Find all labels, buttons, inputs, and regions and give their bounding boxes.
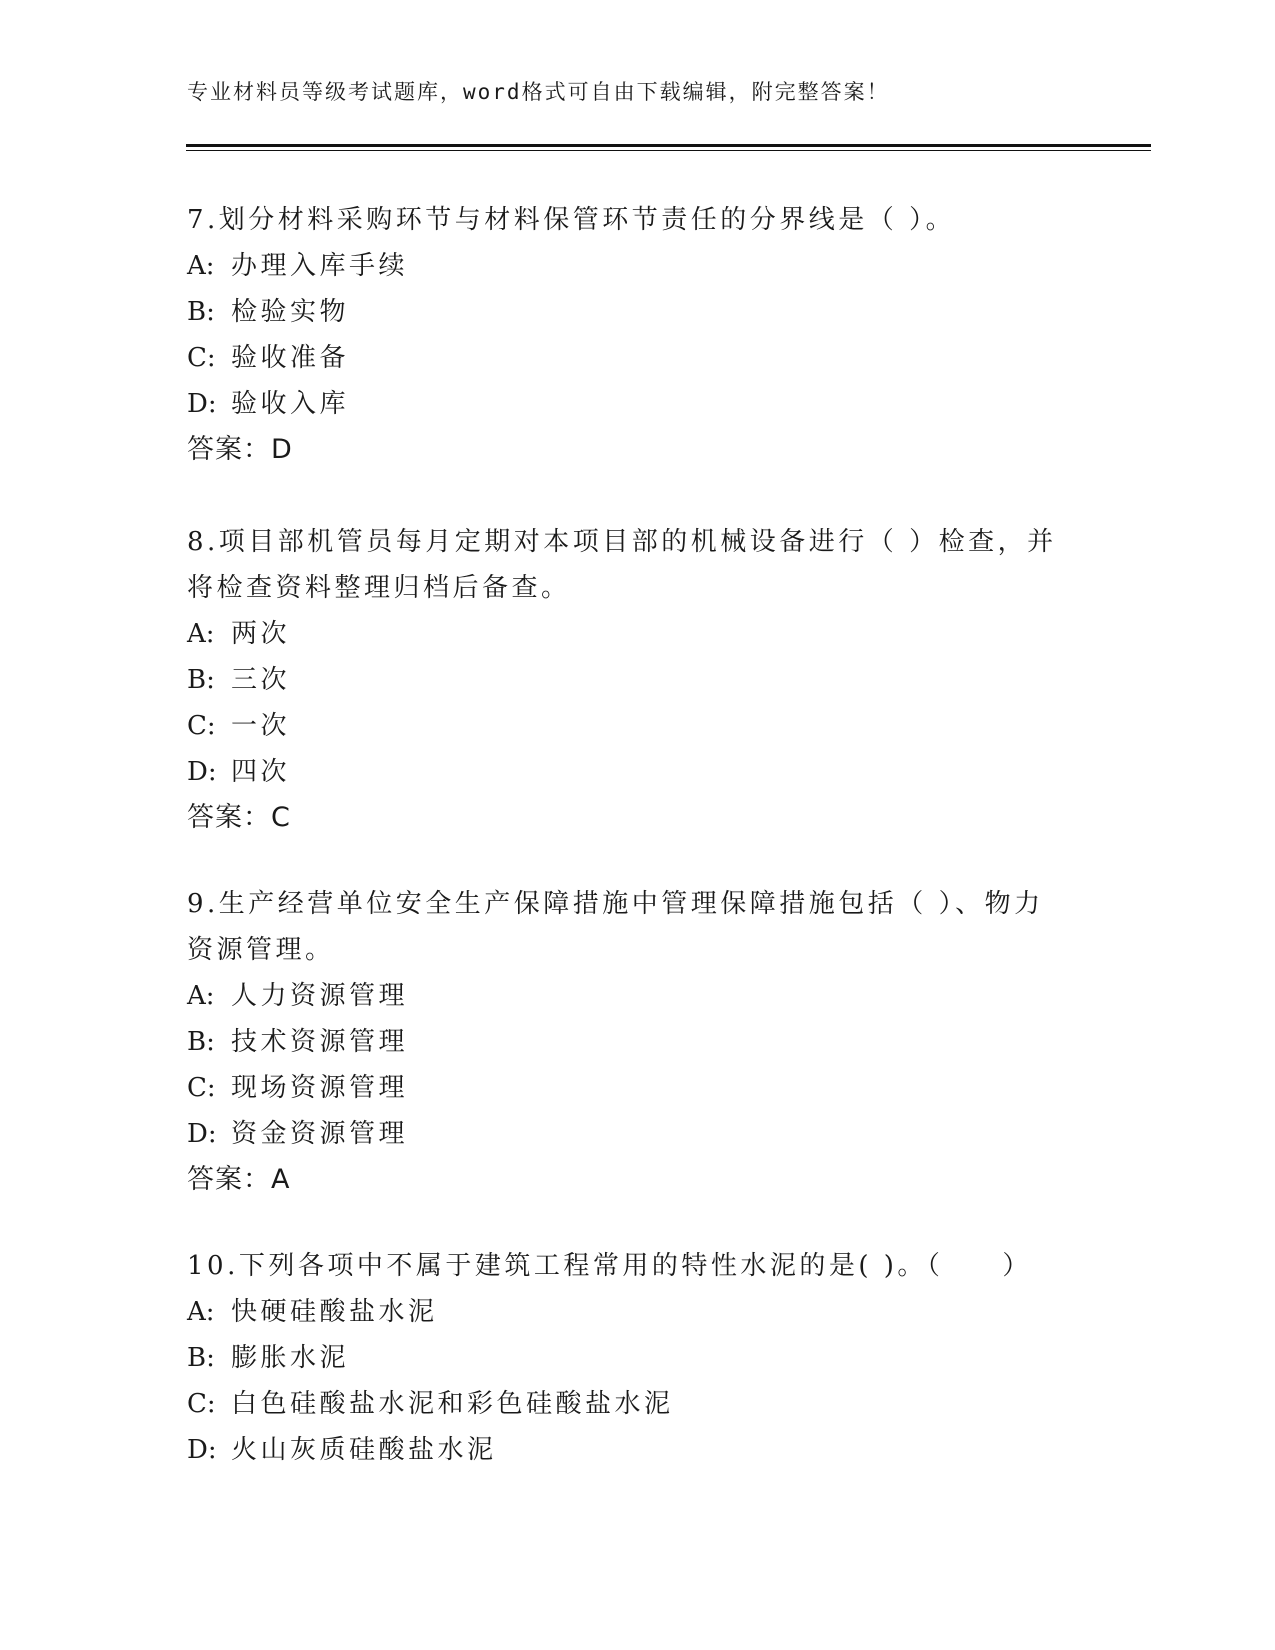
- answer: 答案：A: [187, 1164, 291, 1195]
- option-letter: B:: [187, 665, 215, 695]
- option-letter: C:: [187, 1389, 216, 1419]
- option-text: 一次: [231, 711, 291, 741]
- option-letter: A:: [187, 981, 215, 1011]
- question-stem: 7.划分材料采购环节与材料保管环节责任的分界线是（ ）。: [187, 205, 956, 235]
- option-b: [187, 1019, 1067, 1065]
- document-header: 专业材料员等级考试题库，word格式可自由下载编辑，附完整答案！: [187, 80, 890, 104]
- option-b: [187, 289, 1087, 335]
- option-text: 快硬硅酸盐水泥: [231, 1297, 438, 1327]
- option-text: 验收准备: [231, 343, 350, 373]
- option-text: 四次: [231, 757, 291, 787]
- header-divider-thick: [186, 144, 1151, 147]
- option-text: 办理入库手续: [231, 251, 409, 281]
- option-letter: A:: [187, 619, 215, 649]
- option-b: [187, 1335, 1087, 1381]
- option-text: 人力资源管理: [231, 981, 409, 1011]
- option-d: [187, 1111, 1067, 1157]
- option-text: 检验实物: [231, 297, 350, 327]
- option-text: 白色硅酸盐水泥和彩色硅酸盐水泥: [231, 1389, 674, 1419]
- option-c: [187, 335, 1087, 381]
- option-text: 火山灰质硅酸盐水泥: [231, 1435, 497, 1465]
- option-letter: A:: [187, 1297, 215, 1327]
- option-a: [187, 611, 1067, 657]
- question-7: [187, 197, 1087, 473]
- option-text: 两次: [231, 619, 291, 649]
- option-d: [187, 381, 1087, 427]
- option-text: 现场资源管理: [231, 1073, 409, 1103]
- option-a: [187, 243, 1087, 289]
- option-letter: C:: [187, 343, 216, 373]
- header-divider-thin: [186, 150, 1151, 151]
- option-letter: C:: [187, 711, 216, 741]
- option-c: [187, 1381, 1087, 1427]
- option-letter: D:: [187, 757, 217, 787]
- question-10: [187, 1243, 1087, 1473]
- option-a: [187, 973, 1067, 1019]
- option-d: [187, 1427, 1087, 1473]
- option-text: 验收入库: [231, 389, 350, 419]
- option-text: 资金资源管理: [231, 1119, 409, 1149]
- answer: 答案：D: [187, 434, 293, 465]
- question-stem: 8.项目部机管员每月定期对本项目部的机械设备进行（ ）检查，并将检查资料整理归档后备查。: [187, 527, 1057, 603]
- option-c: [187, 703, 1067, 749]
- option-letter: B:: [187, 297, 215, 327]
- answer: 答案：C: [187, 802, 291, 833]
- option-letter: D:: [187, 389, 217, 419]
- option-c: [187, 1065, 1067, 1111]
- option-text: 三次: [231, 665, 291, 695]
- option-letter: C:: [187, 1073, 216, 1103]
- question-9: [187, 881, 1067, 1203]
- option-letter: B:: [187, 1027, 215, 1057]
- option-letter: B:: [187, 1343, 215, 1373]
- option-d: [187, 749, 1067, 795]
- question-stem: 10.下列各项中不属于建筑工程常用的特性水泥的是( )。（ ）: [187, 1251, 1032, 1281]
- option-b: [187, 657, 1067, 703]
- option-letter: A:: [187, 251, 215, 281]
- option-a: [187, 1289, 1087, 1335]
- option-letter: D:: [187, 1119, 217, 1149]
- option-text: 技术资源管理: [231, 1027, 409, 1057]
- option-letter: D:: [187, 1435, 217, 1465]
- question-stem: 9.生产经营单位安全生产保障措施中管理保障措施包括（ ）、物力资源管理。: [187, 889, 1044, 965]
- question-8: [187, 519, 1067, 841]
- option-text: 膨胀水泥: [231, 1343, 350, 1373]
